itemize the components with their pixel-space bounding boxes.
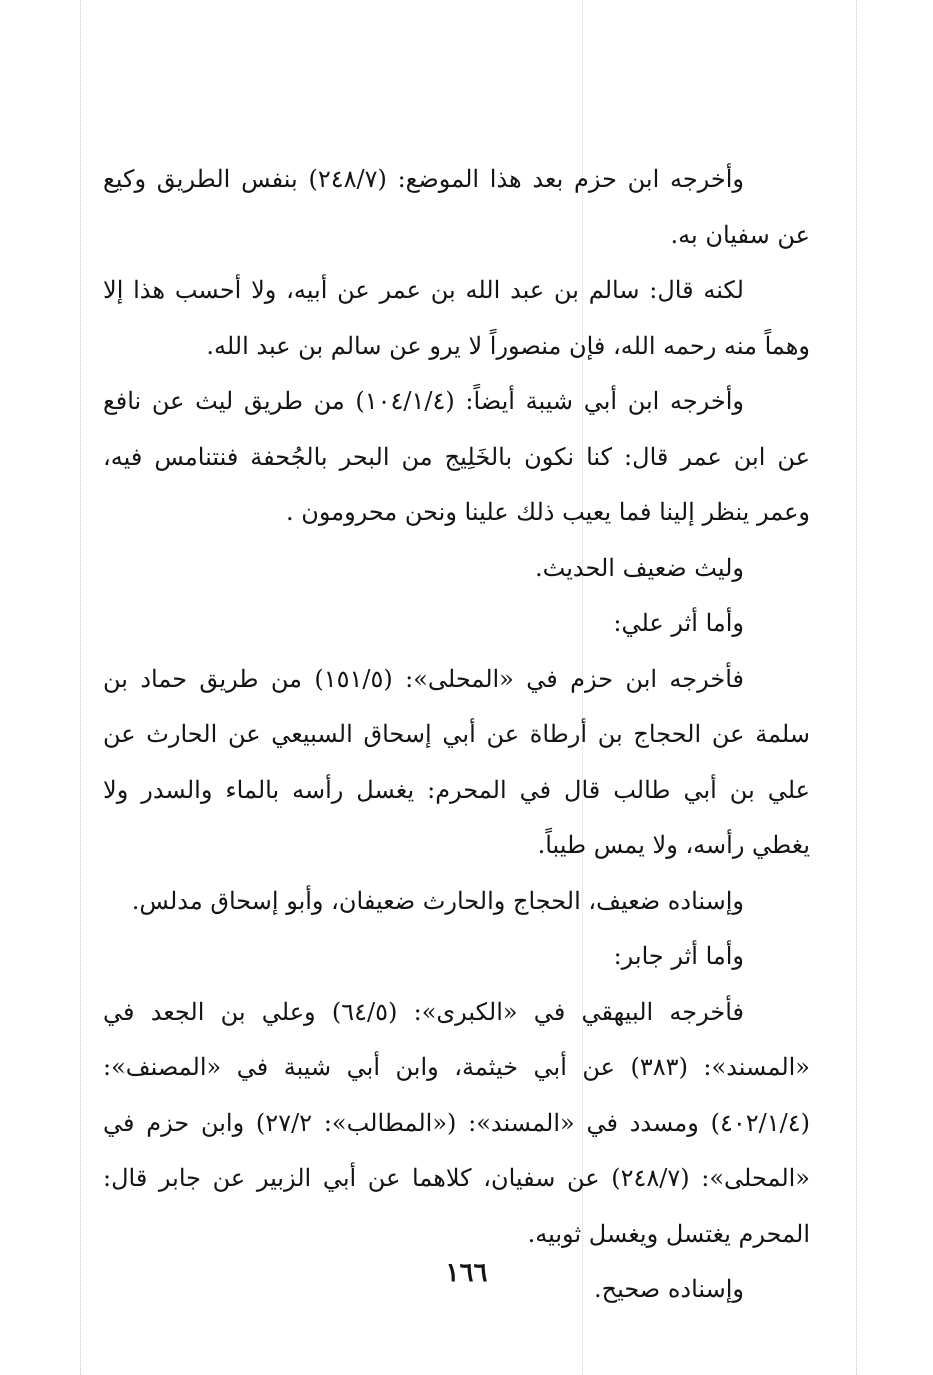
- scan-guide-line: [80, 0, 81, 1375]
- page-number: ١٦٦: [445, 1258, 488, 1288]
- paragraph: فأخرجه ابن حزم في «المحلى»: (١٥١/٥) من طريق حماد بن سلمة عن الحجاج بن أرطاة عن أبي إسحاق السبيعي عن الحارث عن علي بن أبي طالب قال في المحرم: يغسل رأسه بالماء والسدر ولا يغطي رأسه، ولا يمس طيباً.: [103, 664, 810, 859]
- section-heading: وأما أثر علي:: [613, 609, 744, 637]
- paragraph: وأخرجه ابن أبي شيبة أيضاً: (١٠٤/١/٤) من طريق ليث عن نافع عن ابن عمر قال: كنا نكون بالخَلِيج من البحر بالجُحفة فنتنامس فيه، وعمر ينظر إلينا فما يعيب ذلك علينا ونحن محرومون .: [103, 387, 810, 526]
- paragraph: وليث ضعيف الحديث.: [535, 553, 744, 582]
- paragraph: وإسناده صحيح.: [593, 1275, 744, 1303]
- paragraph: لكنه قال: سالم بن عبد الله بن عمر عن أبيه، ولا أحسب هذا إلا وهماً منه رحمه الله، فإن منصوراً لا يرو عن سالم بن عبد الله.: [103, 276, 810, 360]
- paragraph: وأخرجه ابن حزم بعد هذا الموضع: (٢٤٨/٧) بنفس الطريق وكيع عن سفيان به.: [103, 165, 810, 249]
- scan-guide-line: [856, 0, 857, 1375]
- paragraph: فأخرجه البيهقي في «الكبرى»: (٦٤/٥) وعلي بن الجعد في «المسند»: (٣٨٣) عن أبي خيثمة، وابن أبي شيبة في «المصنف»: (٤٠٢/١/٤) ومسدد في «المسند»: («المطالب»: ٢٧/٢) وابن حزم في «المحلى»: (٢٤٨/٧) عن سفيان، كلاهما عن أبي الزبير عن جابر قال: المحرم يغتسل ويغسل ثوبيه.: [103, 997, 810, 1248]
- section-heading: وأما أثر جابر:: [613, 942, 744, 970]
- body-text: [103, 152, 810, 1318]
- paragraph: وإسناده ضعيف، الحجاج والحارث ضعيفان، وأبو إسحاق مدلس.: [131, 886, 744, 915]
